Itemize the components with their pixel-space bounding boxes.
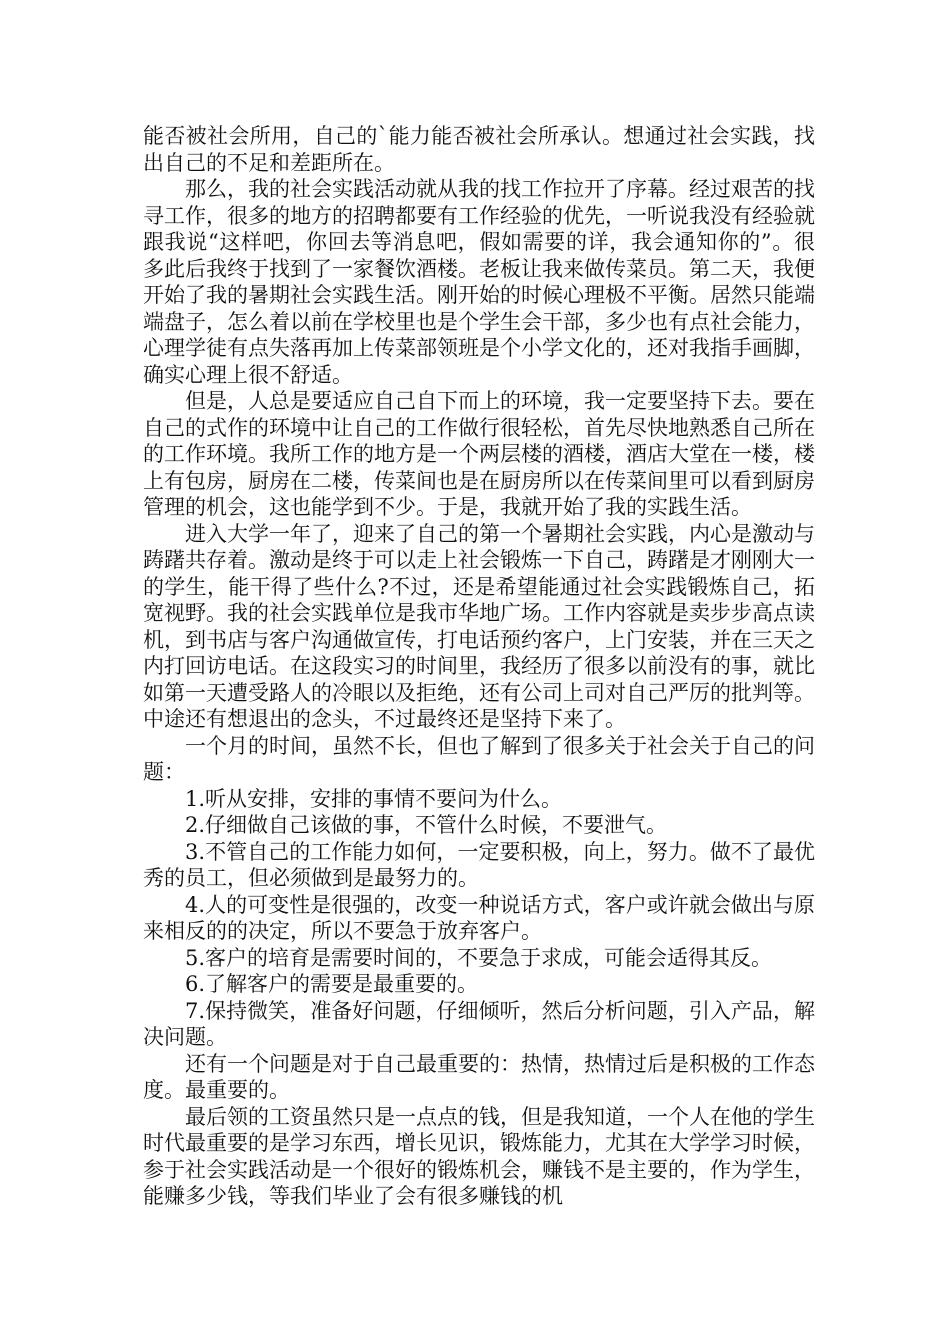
paragraph-job-search: 那么，我的社会实践活动就从我的找工作拉开了序幕。经过艰苦的找寻工作，很多的地方的招聘都要有工作经验的优先，一听说我没有经验就跟我说“这样吧，你回去等消息吧，假如需要的详，我会通知你的”。很多此后我终于找到了一家餐饮酒楼。老板让我来做传菜员。第二天，我便开始了我的暑期社会实践生活。刚开始的时候心理极不平衡。居然只能端端盘子，怎么着以前在学校里也是个学生会干部，多少也有点社会能力，心理学徒有点失落再加上传菜部领班是个小学文化的，还对我指手画脚，确实心理上很不舒适。 — [143, 177, 815, 387]
list-item-lesson-2: 2.仔细做自己该做的事，不管什么时候，不要泄气。 — [185, 813, 668, 837]
list-item-lesson-3: 3.不管自己的工作能力如何，一定要积极，向上，努力。做不了最优秀的员工，但必须做到是最努力的。 — [143, 839, 815, 890]
list-item-lesson-6: 6.了解客户的需要是最重要的。 — [185, 972, 479, 996]
paragraph-adapt-environment: 但是，人总是要适应自己自下而上的环境，我一定要坚持下去。要在自己的式作的环境中让自己的工作做行很轻松，首先尽快地熟悉自己所在的工作环境。我所工作的地方是一个两层楼的酒楼，酒店大堂在一楼，楼上有包房，厨房在二楼，传菜间也是在厨房所以在传菜间里可以看到厨房管理的机会，这也能学到不少。于是，我就开始了我的实践生活。 — [143, 389, 815, 519]
list-item-lesson-1: 1.听从安排，安排的事情不要问为什么。 — [185, 786, 563, 811]
document-body — [143, 123, 815, 1210]
list-item-lesson-4: 4.人的可变性是很强的，改变一种说话方式，客户或许就会做出与原来相反的的决定，所以不要急于放弃客户。 — [143, 892, 815, 943]
paragraph-enthusiasm: 还有一个问题是对于自己最重要的：热情，热情过后是积极的工作态度。最重要的。 — [143, 1051, 815, 1102]
paragraph-conclusion: 最后领的工资虽然只是一点点的钱，但是我知道，一个人在他的学生时代最重要的是学习东西，增长见识，锻炼能力，尤其在大学学习时候，参于社会实践活动是一个很好的锻炼机会，赚钱不是主要的，作为学生，能赚多少钱，等我们毕业了会有很多赚钱的机 — [143, 1104, 815, 1208]
paragraph-lessons-intro: 一个月的时间，虽然不长，但也了解到了很多关于社会关于自己的问题： — [143, 733, 815, 784]
list-item-lesson-5: 5.客户的培育是需要时间的，不要急于求成，可能会适得其反。 — [185, 945, 773, 970]
list-item-lesson-7: 7.保持微笑，准备好问题，仔细倾听，然后分析问题，引入产品，解决问题。 — [143, 998, 815, 1049]
paragraph-summer-practice: 进入大学一年了，迎来了自己的第一个暑期社会实践，内心是激动与踌躇共存着。激动是终于可以走上社会锻炼一下自己，踌躇是才刚刚大一的学生，能干得了些什么?不过，还是希望能通过社会实践锻炼自己，拓宽视野。我的社会实践单位是我市华地广场。工作内容就是卖步步高点读机，到书店与客户沟通做宣传，打电话预约客户，上门安装，并在三天之内打回访电话。在这段实习的时间里，我经历了很多以前没有的事，就比如第一天遭受路人的冷眼以及拒绝，还有公司上司对自己严厉的批判等。中途还有想退出的念头，不过最终还是坚持下来了。 — [143, 521, 815, 731]
paragraph-continuation: 能否被社会所用，自己的`能力能否被社会所承认。想通过社会实践，找出自己的不足和差距所在。 — [143, 124, 815, 175]
